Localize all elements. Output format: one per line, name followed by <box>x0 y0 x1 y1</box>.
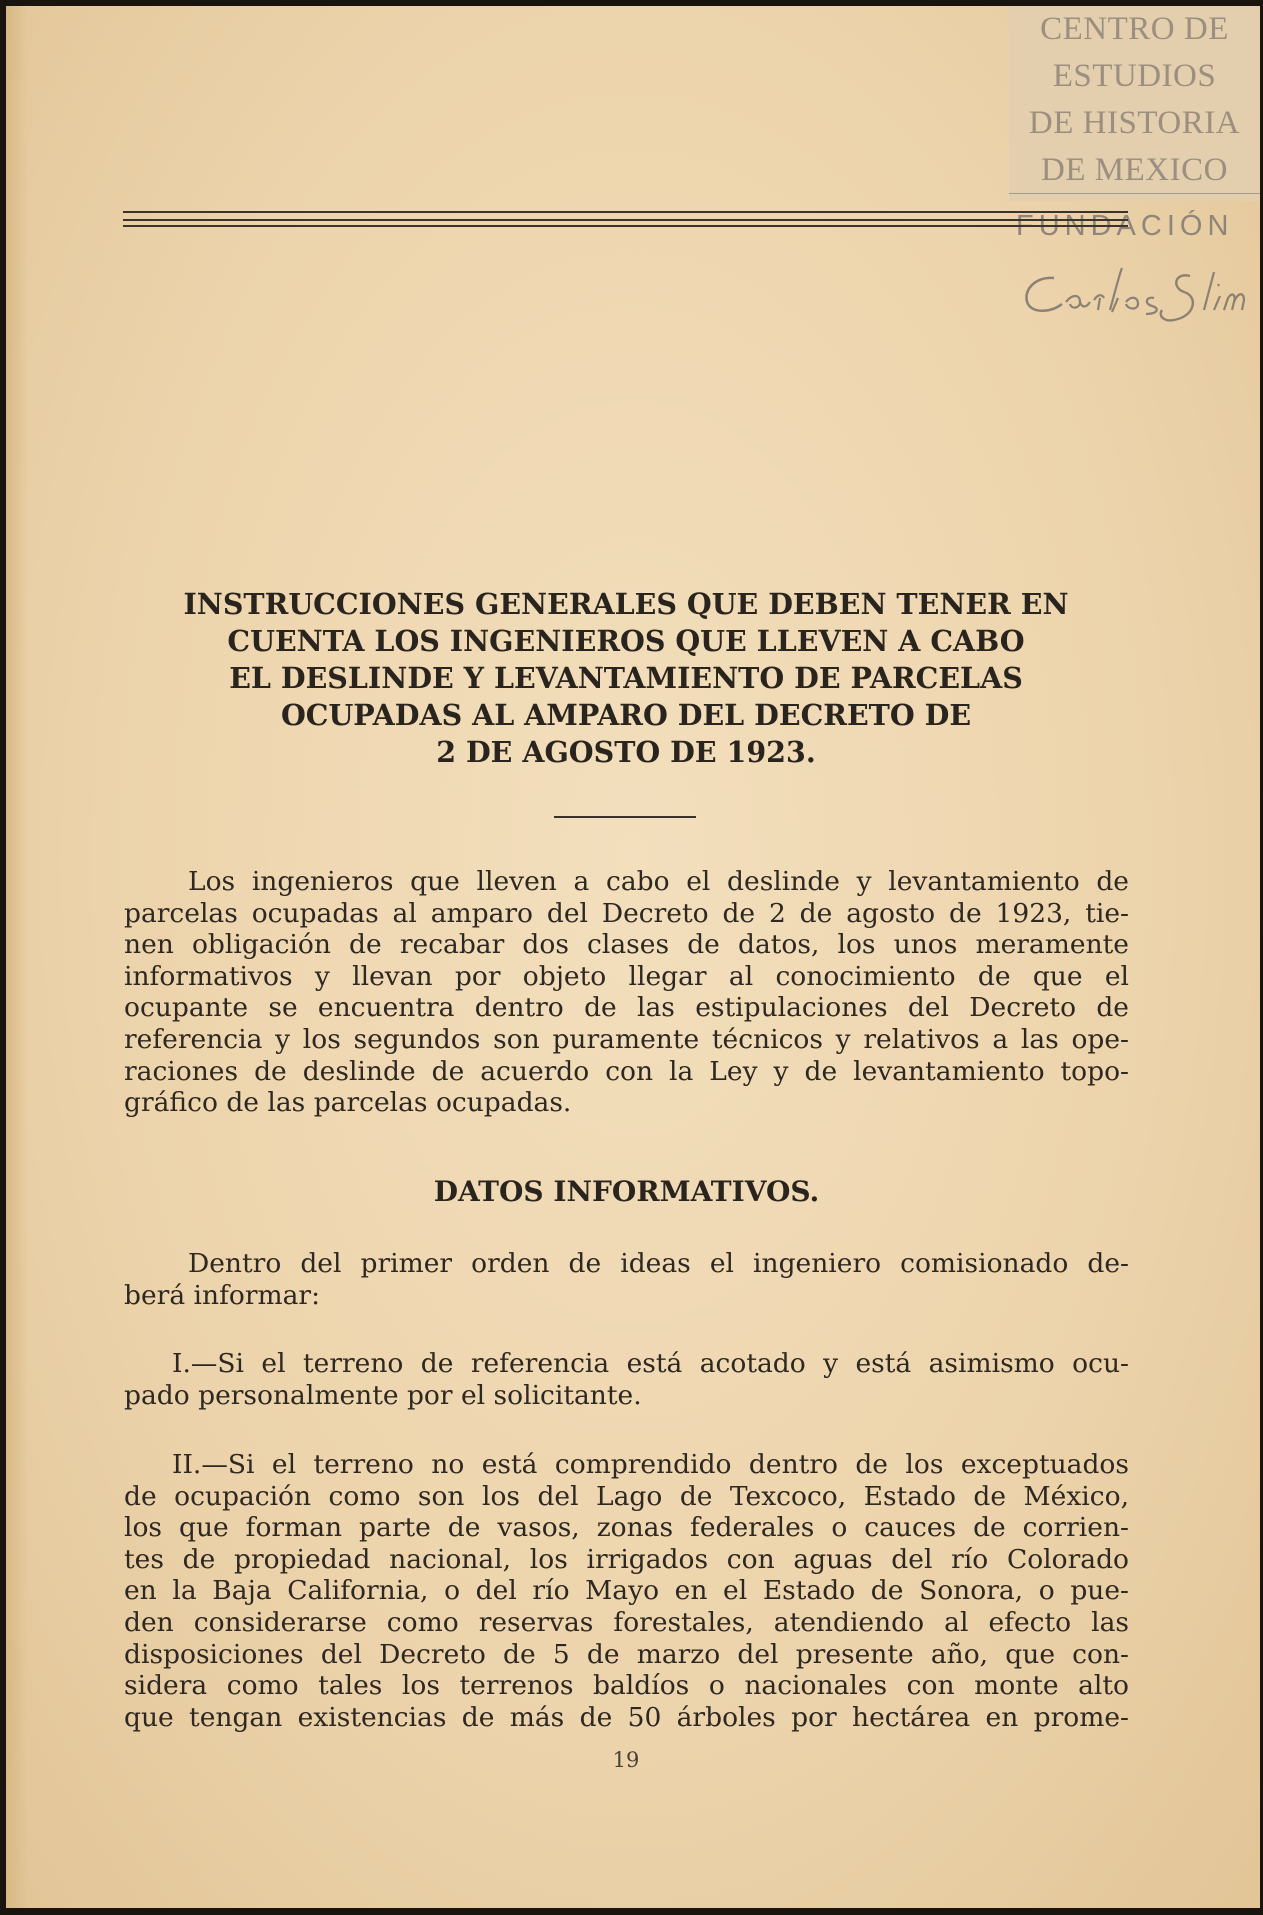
text-line: informativos y llevan por objeto llegar al conocimiento de que el <box>124 960 1129 992</box>
text-line: II.—Si el terreno no está comprendido dentro de los exceptuados <box>172 1449 1129 1480</box>
text-line: Los ingenieros que lleven a cabo el deslinde y levantamiento de <box>188 866 1129 897</box>
text-line: nen obligación de recabar dos clases de datos, los unos meramente <box>124 929 1129 961</box>
intro-paragraph <box>124 866 1129 1119</box>
text-line: en la Baja California, o del río Mayo en el Estado de Sonora, o pue- <box>124 1575 1129 1607</box>
text-line: de ocupación como son los del Lago de Texcoco, Estado de México, <box>124 1480 1129 1512</box>
text-line: sidera como tales los terrenos baldíos o nacionales con monte alto <box>124 1670 1129 1702</box>
text-line: raciones de deslinde de acuerdo con la Ley y de levantamiento topo- <box>124 1055 1129 1087</box>
text-line: gráfico de las parcelas ocupadas. <box>124 1087 572 1119</box>
stamp-line: CENTRO DE <box>1040 11 1229 47</box>
text-line: pado personalmente por el solicitante. <box>124 1379 642 1411</box>
text-line: disposiciones del Decreto de 5 de marzo del presente año, que con- <box>124 1638 1129 1670</box>
title-line: 2 DE AGOSTO DE 1923. <box>436 735 816 769</box>
title-line: CUENTA LOS INGENIEROS QUE LLEVEN A CABO <box>227 624 1025 658</box>
page-number: 19 <box>612 1748 640 1772</box>
text-line: referencia y los segundos son puramente técnicos y relativos a las ope- <box>124 1023 1129 1055</box>
item-2-paragraph <box>124 1449 1129 1733</box>
top-rule <box>123 211 1128 213</box>
title-divider <box>554 816 696 818</box>
signature-logo <box>1014 258 1258 328</box>
stamp-line: DE HISTORIA <box>1028 105 1241 141</box>
text-line: los que forman parte de vasos, zonas federales o cauces de corrien- <box>124 1512 1129 1544</box>
text-line: que tengan existencias de más de 50 árboles por hectárea en prome- <box>124 1701 1129 1733</box>
top-rule <box>123 219 1128 221</box>
title-line: OCUPADAS AL AMPARO DEL DECRETO DE <box>280 698 972 732</box>
foundation-label: FUNDACIÓN <box>1016 210 1234 242</box>
text-line: Dentro del primer orden de ideas el ingeniero comisionado de- <box>188 1248 1129 1279</box>
top-rule <box>123 225 1128 227</box>
item-1-paragraph <box>124 1348 1129 1411</box>
title-line: EL DESLINDE Y LEVANTAMIENTO DE PARCELAS <box>229 661 1023 695</box>
stamp-line: DE MEXICO <box>1041 152 1228 188</box>
document-title <box>126 586 1126 771</box>
text-line: den considerarse como reservas forestales, atendiendo al efecto las <box>124 1606 1129 1638</box>
text-line: parcelas ocupadas al amparo del Decreto de 2 de agosto de 1923, tie- <box>124 897 1129 929</box>
section-heading: DATOS INFORMATIVOS. <box>433 1175 820 1208</box>
archive-stamp <box>1009 6 1260 201</box>
title-line: INSTRUCCIONES GENERALES QUE DEBEN TENER EN <box>183 587 1069 621</box>
stamp-line: ESTUDIOS <box>1052 58 1217 94</box>
text-line: berá informar: <box>124 1279 321 1311</box>
stamp-divider <box>1009 193 1260 194</box>
text-line: ocupante se encuentra dentro de las estipulaciones del Decreto de <box>124 992 1129 1024</box>
text-line: tes de propiedad nacional, los irrigados con aguas del río Colorado <box>124 1543 1129 1575</box>
section-intro-paragraph <box>124 1248 1129 1311</box>
document-page <box>6 6 1260 1908</box>
text-line: I.—Si el terreno de referencia está acotado y está asimismo ocu- <box>172 1348 1129 1379</box>
